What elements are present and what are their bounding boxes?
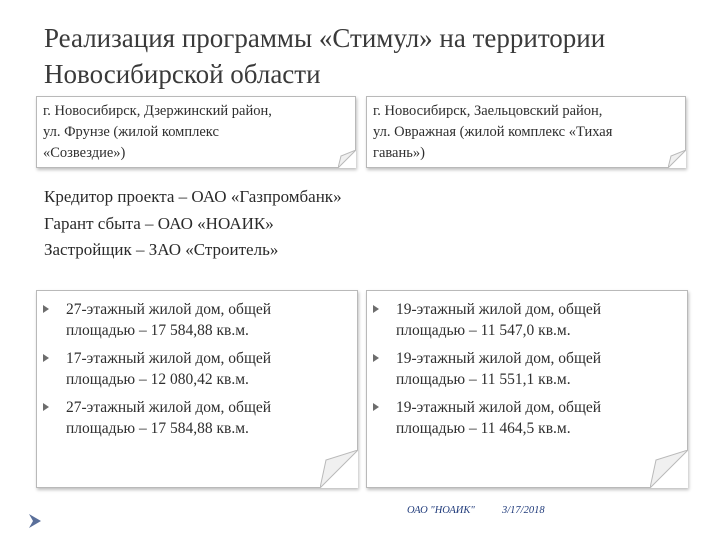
house-line-1: 19-этажный жилой дом, общей	[396, 399, 602, 416]
location-line: г. Новосибирск, Дзержинский район,	[43, 103, 272, 119]
location-line: гавань»)	[373, 145, 425, 161]
location-box-zaeltsovsky	[366, 96, 686, 168]
creditor-line: Кредитор проекта – ОАО «Газпромбанк»	[44, 187, 342, 206]
location-line: ул. Фрунзе (жилой комплекс	[43, 124, 219, 140]
slide-footer	[407, 505, 607, 516]
page-fold-icon	[320, 450, 358, 488]
house-line-1: 19-этажный жилой дом, общей	[396, 350, 602, 367]
triangle-bullet-icon	[43, 305, 49, 313]
page-fold-icon	[668, 150, 686, 168]
location-box-dzerzhinsky	[36, 96, 356, 168]
slide-title-line-2: Новосибирской области	[44, 59, 321, 89]
guarantor-line: Гарант сбыта – ОАО «НОАИК»	[44, 213, 274, 233]
page-fold-icon	[650, 450, 688, 488]
location-line: «Созвездие»)	[43, 145, 126, 161]
house-line-1: 27-этажный жилой дом, общей	[66, 301, 272, 318]
slide-nav-arrow-icon[interactable]	[26, 512, 44, 530]
triangle-bullet-icon	[373, 354, 379, 362]
location-line: г. Новосибирск, Заельцовский район,	[373, 103, 603, 119]
house-line-2: площадью – 17 584,88 кв.м.	[66, 420, 249, 437]
footer-date: 3/17/2018	[502, 505, 545, 516]
developer-line: Застройщик – ЗАО «Строитель»	[44, 240, 279, 259]
house-line-1: 27-этажный жилой дом, общей	[66, 399, 272, 416]
triangle-bullet-icon	[43, 403, 49, 411]
house-line-2: площадью – 17 584,88 кв.м.	[66, 322, 249, 339]
slide-title	[44, 20, 684, 92]
house-line-1: 17-этажный жилой дом, общей	[66, 350, 272, 367]
house-line-1: 19-этажный жилой дом, общей	[396, 301, 602, 318]
house-line-2: площадью – 11 551,1 кв.м.	[396, 371, 571, 388]
location-line: ул. Овражная (жилой комплекс «Тихая	[373, 124, 613, 140]
project-info	[44, 184, 684, 264]
house-line-2: площадью – 12 080,42 кв.м.	[66, 371, 249, 388]
footer-org: ОАО "НОАИК"	[407, 505, 475, 516]
triangle-bullet-icon	[43, 354, 49, 362]
triangle-bullet-icon	[373, 403, 379, 411]
house-line-2: площадью – 11 547,0 кв.м.	[396, 322, 571, 339]
houses-list-right	[366, 290, 688, 488]
house-line-2: площадью – 11 464,5 кв.м.	[396, 420, 571, 437]
slide-title-line-1: Реализация программы «Стимул» на территории	[44, 23, 606, 53]
houses-list-left	[36, 290, 358, 488]
triangle-bullet-icon	[373, 305, 379, 313]
page-fold-icon	[338, 150, 356, 168]
